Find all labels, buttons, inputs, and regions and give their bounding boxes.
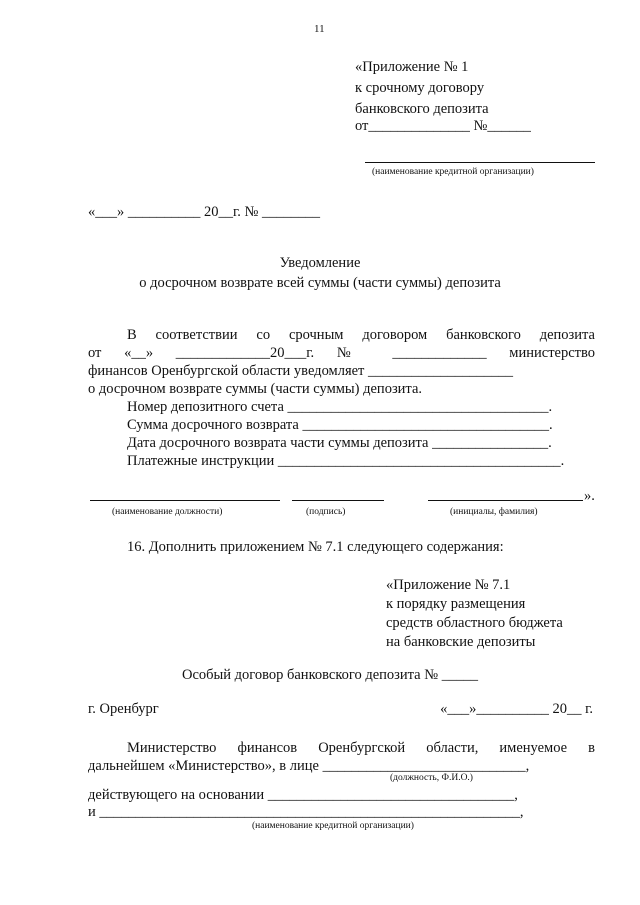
notice-date-line: «___» __________ 20__г. № ________ [88, 204, 321, 220]
appendix-1-line-3: банковского депозита [355, 101, 489, 117]
notice-paragraph-line-3: финансов Оренбургской области уведомляет ____________________ [88, 363, 514, 379]
contract-paragraph-line-3: действующего на основании __________________________________, [88, 787, 518, 803]
item-16: 16. Дополнить приложением № 7.1 следующего содержания: [127, 539, 504, 555]
caption-initials-surname: (инициалы, фамилия) [450, 507, 538, 517]
page-number: 11 [314, 23, 325, 35]
appendix-7-1-line-4: на банковские депозиты [386, 634, 536, 650]
signature-position-line [90, 500, 280, 501]
caption-position: (наименование должности) [112, 507, 223, 517]
field-payment-instructions: Платежные инструкции _______________________________________. [127, 453, 565, 469]
contract-paragraph-line-4: и __________________________________________________________, [88, 804, 524, 820]
signature-end-mark: ». [584, 488, 595, 504]
appendix-7-1-line-1: «Приложение № 7.1 [386, 577, 511, 593]
appendix-1-line-4: от______________ №______ [355, 118, 531, 134]
caption-credit-org: (наименование кредитной организации) [252, 821, 414, 831]
contract-city: г. Оренбург [88, 701, 159, 717]
notice-paragraph-line-1: В соответствии со срочным договором банковского депозита [127, 327, 595, 343]
appendix-1-line-2: к срочному договору [355, 80, 485, 96]
appendix-7-1-line-2: к порядку размещения [386, 596, 526, 612]
field-refund-date: Дата досрочного возврата части суммы депозита ________________. [127, 435, 552, 451]
notice-subtitle: о досрочном возврате всей суммы (части суммы) депозита [139, 275, 501, 291]
credit-org-line [365, 162, 595, 163]
credit-org-caption: (наименование кредитной организации) [372, 167, 534, 177]
signature-sign-line [292, 500, 384, 501]
signature-name-line [428, 500, 583, 501]
caption-signature: (подпись) [306, 507, 346, 517]
caption-official: (должность, Ф.И.О.) [390, 773, 473, 783]
notice-paragraph-line-2: от «__» _____________20___г. № _____________ министерство [88, 345, 595, 361]
contract-paragraph-line-2: дальнейшем «Министерство», в лице ____________________________, [88, 758, 530, 774]
notice-paragraph-line-4: о досрочном возврате суммы (части суммы) депозита. [88, 381, 423, 397]
appendix-1-line-1: «Приложение № 1 [355, 59, 469, 75]
notice-title: Уведомление [279, 255, 361, 271]
appendix-7-1-line-3: средств областного бюджета [386, 615, 563, 631]
field-refund-amount: Сумма досрочного возврата __________________________________. [127, 417, 553, 433]
contract-date: «___»__________ 20__ г. [440, 701, 593, 717]
field-deposit-account: Номер депозитного счета ____________________________________. [127, 399, 553, 415]
contract-paragraph-line-1: Министерство финансов Оренбургской области, именуемое в [127, 740, 595, 756]
contract-title: Особый договор банковского депозита № _____ [182, 667, 478, 683]
